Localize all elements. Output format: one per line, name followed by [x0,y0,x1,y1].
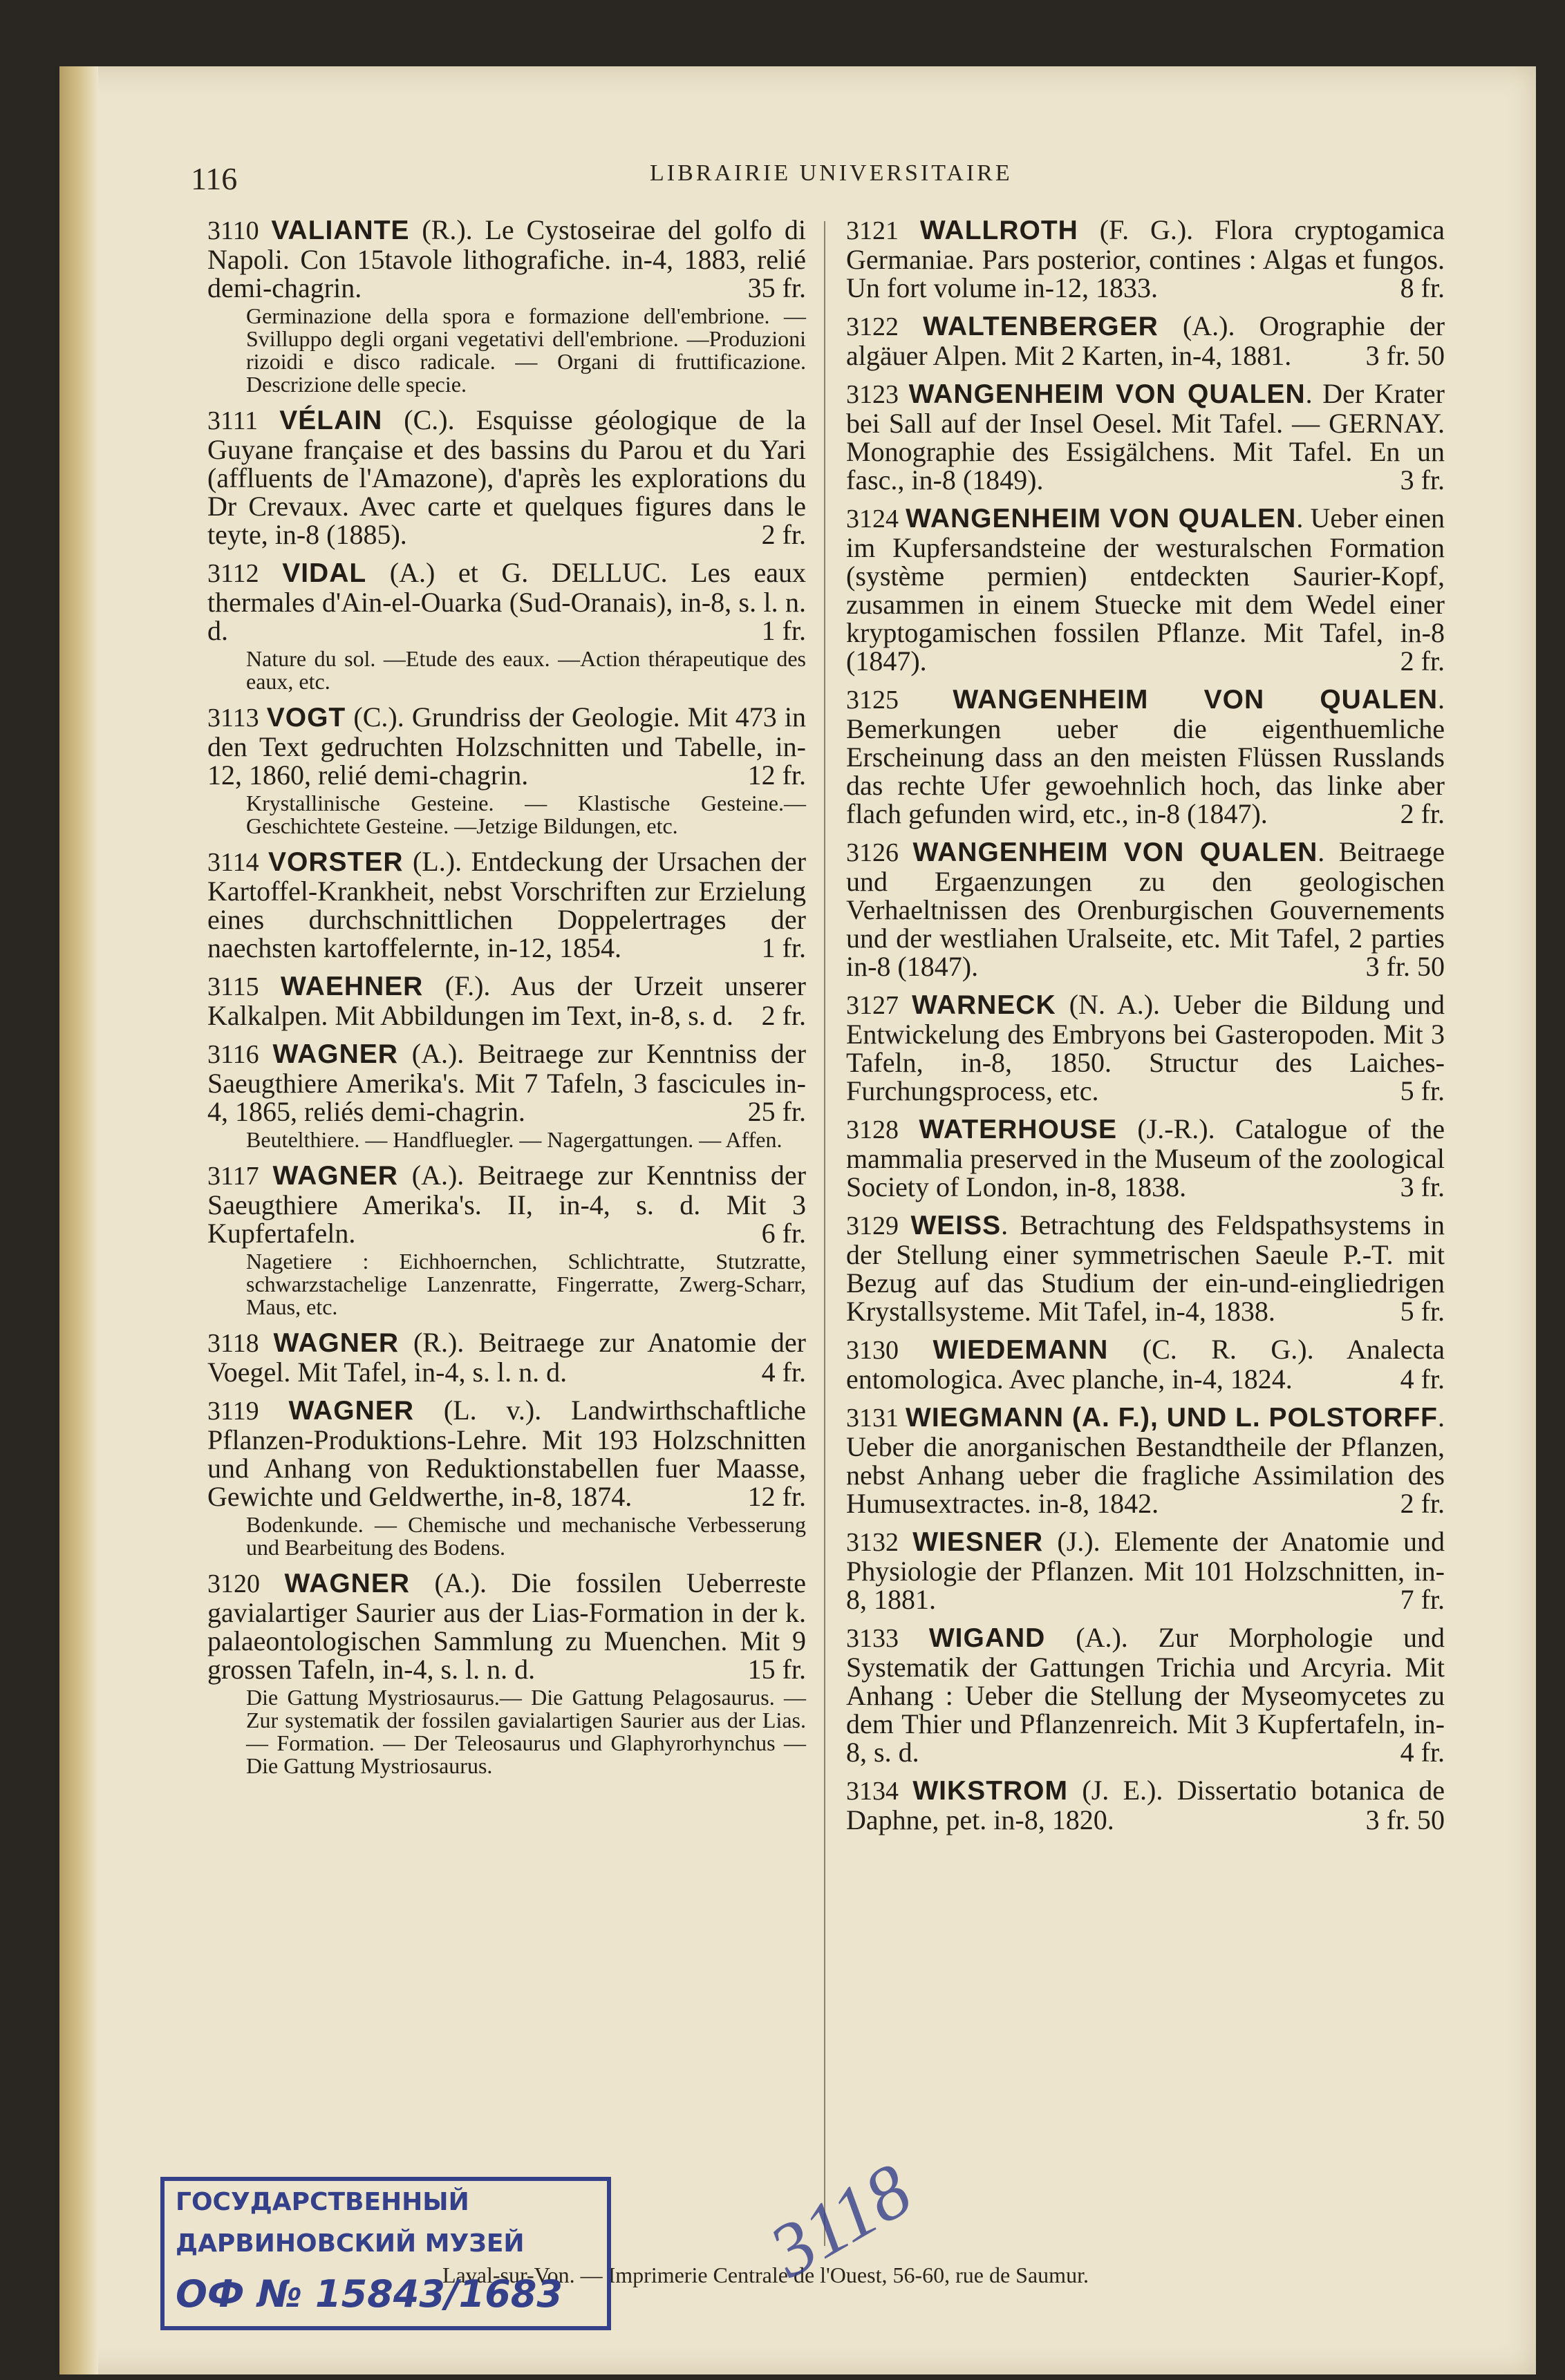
catalog-entry [846,838,1445,981]
entry-number: 3131 [846,1404,899,1433]
entry-number: 3129 [846,1211,899,1240]
entry-description: (R.). Le Cystoseirae del golfo di Napoli. Con 15tavole lithografiche. in-4, 1883, relié demi-chagrin. [207,214,807,303]
entry-number: 3112 [207,559,259,588]
entry-contents-note: Beutelthiere. — Handfluegler. — Nagergattungen. — Affen. [246,1127,782,1152]
entry-author: VOGT [266,703,346,733]
entry-price: 3 fr. [1400,1171,1445,1202]
catalog-entry [207,972,806,1030]
catalog-entry [207,703,806,838]
entry-description: (A.). Beitraege zur Kenntniss der Saeugthiere Amerika's. II, in-4, s. d. Mit 3 Kupfertafeln. [207,1160,807,1249]
entry-number: 3110 [207,216,259,245]
page-edge [59,66,98,2374]
entry-author: WAGNER [273,1328,400,1358]
entry-price: 3 fr. [1400,464,1445,495]
entry-contents-note: Bodenkunde. — Chemische und mechanische Verbesserung und Bearbeitung des Bodens. [246,1512,806,1560]
column-divider [824,221,825,2246]
entry-number: 3121 [846,216,899,245]
entry-description: . Bemerkungen ueber die eigenthuemliche Erscheinung dass an den meisten Flüssen Russlands das rechte Ufer gewoehnlich hoch, das linke aber flach gefunden wird, etc., in-8 (1847). [846,683,1445,829]
entry-number: 3128 [846,1115,899,1144]
catalog-entry [846,685,1445,828]
entry-author: VALIANTE [271,216,410,245]
catalog-entry [846,990,1445,1105]
entry-author: WAGNER [272,1039,398,1069]
entry-author: WEISS [910,1211,1002,1240]
stamp-line-2: ДАРВИНОВСКИЙ МУЗЕЙ [176,2229,525,2258]
entry-price: 4 fr. [761,1357,806,1388]
entry-author: VÉLAIN [279,406,383,435]
entry-author: VIDAL [282,558,367,588]
catalog-entry [846,1403,1445,1518]
entry-price: 12 fr. [747,759,806,791]
catalog-entry [207,558,806,693]
entry-description: (J.-R.). Catalogue of the mammalia preserved in the Museum of the zoological Society of London, in-8, 1838. [846,1113,1445,1202]
catalog-entry [846,1776,1445,1834]
entry-description: . Beitraege und Ergaenzungen zu den geologischen Verhaeltnissen des Orenburgischen Gouvernements und der westliahen Uralseite, etc. Mit Tafel, 2 parties in-8 (1847). [846,836,1445,982]
entry-price: 2 fr. [1400,1488,1445,1519]
entry-number: 3130 [846,1336,899,1365]
entry-price: 5 fr. [1400,1075,1445,1106]
entry-number: 3120 [207,1569,260,1598]
entry-number: 3115 [207,972,259,1001]
entry-description: . Ueber einen im Kupfersandsteine der westuralschen Formation (système permien) entdeckten Saurier-Kopf, zusammen in einem Stuecke mit dem Wedel einer kryptogamischen fossilen Pflanze. Mit Tafel, in-8 (1847). [846,502,1445,677]
entry-price: 4 fr. [1400,1737,1445,1768]
entry-price: 2 fr. [1400,798,1445,829]
stamp-line-3: ОФ № 15843/1683 [176,2272,563,2316]
page-title: LIBRAIRIE UNIVERSITAIRE [650,160,1013,186]
entry-description: (F. G.). Flora cryptogamica Germaniae. Pars posterior, contines : Algas et fungos. Un fort volume in-12, 1833. [846,214,1445,303]
entry-contents-note: Nature du sol. —Etude des eaux. —Action thérapeutique des eaux, etc. [246,646,806,694]
catalog-entry [207,216,806,396]
catalog-entry [207,1328,806,1386]
entry-author: WAGNER [272,1161,398,1191]
entry-description: (L. v.). Landwirthschaftliche Pflanzen-Produktions-Lehre. Mit 193 Holzschnitten und Anhang von Reduktionstabellen fuer Maasse, Gewichte und Geldwerthe, in-8, 1874. [207,1395,806,1512]
entry-author: WATERHOUSE [919,1115,1117,1144]
printer-footer: Laval-sur-Von. — Imprimerie Centrale de l'Ouest, 56-60, rue de Saumur. [442,2263,1089,2287]
entry-author: WANGENHEIM VON QUALEN [953,685,1438,715]
entry-description: . Der Krater bei Sall auf der Insel Oesel. Mit Tafel. — GERNAY. Monographie des Essigälchens. Mit Tafel. En un fasc., in-8 (1849). [846,378,1445,495]
entry-description: (C. R. G.). Analecta entomologica. Avec planche, in-4, 1824. [846,1334,1445,1395]
entry-description: (C.). Grundriss der Geologie. Mit 473 in den Text gedruchten Holzschnitten und Tabelle, in-12, 1860, relié demi-chagrin. [207,701,806,791]
catalog-entry [846,1115,1445,1201]
entry-price: 3 fr. 50 [1365,340,1445,371]
entry-description: . Ueber die anorganischen Bestandtheile der Pflanzen, nebst Anhang ueber die fragliche Assimilation des Humusextractes. in-8, 1842. [846,1401,1445,1519]
entry-contents-note: Die Gattung Mystriosaurus.— Die Gattung Pelagosaurus. — Zur systematik der fossilen gavialartigen Saurier aus der Lias. — Formation. — Der Teleosaurus und Glaphyrorhynchus — Die Gattung Mystriosaurus. [246,1685,806,1778]
entry-number: 3117 [207,1162,259,1191]
entry-number: 3125 [846,686,899,715]
handwritten-note: 3118 [756,2147,925,2294]
entry-number: 3134 [846,1777,899,1806]
entry-price: 2 fr. [1400,645,1445,677]
entry-price: 25 fr. [747,1096,806,1127]
entry-author: WALLROTH [919,216,1078,245]
entry-author: WAGNER [288,1396,414,1426]
catalog-entry [207,847,806,962]
catalog-entry [846,1211,1445,1325]
entry-price: 2 fr. [761,519,806,550]
entry-description: (F.). Aus der Urzeit unserer Kalkalpen. Mit Abbildungen im Text, in-8, s. d. [207,970,806,1031]
entry-description: (A.). Zur Morphologie und Systematik der Gattungen Trichia und Arcyria. Mit Anhang : Ueber die Stellung der Myseomycetes zu dem Thier und Pflanzenreich. Mit 3 Kupfertafeln, in-8, s. d. [846,1622,1445,1768]
entry-price: 5 fr. [1400,1296,1445,1327]
catalog-entry [207,1569,806,1777]
entry-number: 3124 [846,504,899,533]
entry-price: 6 fr. [761,1218,806,1249]
entry-price: 15 fr. [747,1654,806,1685]
entry-price: 4 fr. [1400,1363,1445,1395]
catalog-entry [846,1623,1445,1766]
entry-description: (J.). Elemente der Anatomie und Physiologie der Pflanzen. Mit 101 Holzschnitten, in-8, 1881. [846,1526,1445,1615]
entry-contents-note: Germinazione della spora e formazione dell'embrione. — Svilluppo degli organi vegetativi dell'embrione. —Produzioni rizoidi e disco radicale. — Organi di fruttificazione. Descrizione delle specie. [246,303,806,397]
entry-price: 7 fr. [1400,1584,1445,1615]
stamp-line-1: ГОСУДАРСТВЕННЫЙ [176,2188,469,2216]
entry-description: (R.). Beitraege zur Anatomie der Voegel. Mit Tafel, in-4, s. l. n. d. [207,1327,806,1388]
catalog-entry [846,504,1445,675]
entry-number: 3111 [207,406,259,435]
entry-number: 3126 [846,838,899,867]
entry-number: 3132 [846,1528,899,1557]
entry-number: 3116 [207,1040,259,1069]
entry-author: VORSTER [268,847,404,877]
entry-number: 3118 [207,1329,259,1358]
entry-price: 3 fr. 50 [1365,1804,1445,1835]
left-column [207,216,806,1787]
entry-number: 3127 [846,991,899,1020]
entry-description: (L.). Entdeckung der Ursachen der Kartoffel-Krankheit, nebst Vorschriften zur Erzielung eines durchschnittlichen Doppelertrages der naechsten kartoffelernte, in-12, 1854. [207,846,807,963]
museum-stamp [160,2177,611,2330]
entry-price: 12 fr. [747,1481,806,1512]
catalog-entry [846,1527,1445,1614]
catalog-entry [846,379,1445,494]
entry-price: 2 fr. [761,1000,806,1031]
entry-price: 1 fr. [761,615,806,646]
entry-price: 8 fr. [1400,272,1445,303]
entry-description: (A.). Orographie der algäuer Alpen. Mit 2 Karten, in-4, 1881. [846,310,1445,371]
entry-description: . Betrachtung des Feldspathsystems in der Stellung einer symmetrischen Saeule P.-T. mit Bezug auf das Studium der ein-und-eingliedrigen Krystallsysteme. Mit Tafel, in-4, 1838. [846,1209,1445,1327]
entry-author: WALTENBERGER [923,312,1159,341]
entry-author: WANGENHEIM VON QUALEN [906,504,1297,533]
entry-author: WAEHNER [281,972,424,1001]
catalog-entry [207,406,806,549]
entry-description: (A.). Beitraege zur Kenntniss der Saeugthiere Amerika's. Mit 7 Tafeln, 3 fascicules in-4, 1865, reliés demi-chagrin. [207,1038,807,1127]
catalog-entry [846,1335,1445,1393]
entry-number: 3122 [846,312,899,341]
entry-description: (J. E.). Dissertatio botanica de Daphne, pet. in-8, 1820. [846,1775,1445,1835]
entry-author: WIEDEMANN [933,1335,1109,1365]
entry-author: WARNECK [912,990,1056,1020]
page-number: 116 [191,161,238,196]
entry-author: WANGENHEIM VON QUALEN [908,379,1306,409]
entry-author: WIESNER [912,1527,1044,1557]
entry-author: WIKSTROM [912,1776,1069,1806]
entry-number: 3119 [207,1397,259,1426]
entry-author: WAGNER [284,1569,411,1598]
entry-author: WIEGMANN (A. F.), UND L. POLSTORFF [906,1403,1438,1433]
catalog-entry [207,1396,806,1559]
entry-number: 3114 [207,848,259,877]
entry-number: 3133 [846,1624,899,1653]
entry-price: 35 fr. [747,272,806,303]
catalog-entry [846,216,1445,302]
catalog-entry [846,312,1445,370]
entry-number: 3113 [207,703,259,733]
entry-description: (A.). Die fossilen Ueberreste gavialartiger Saurier aus der Lias-Formation in der k. palaeontologischen Sammlung zu Muenchen. Mit 9 grossen Tafeln, in-4, s. l. n. d. [207,1567,807,1685]
entry-price: 1 fr. [761,932,806,963]
entry-author: WANGENHEIM VON QUALEN [912,838,1318,867]
entry-author: WIGAND [928,1623,1046,1653]
entry-number: 3123 [846,380,899,409]
entry-contents-note: Nagetiere : Eichhoernchen, Schlichtratte, Stutzratte, schwarzstachelige Lanzenratte, Fingerratte, Zwerg-Scharr, Maus, etc. [246,1249,806,1319]
catalog-entry [207,1161,806,1319]
right-column [846,216,1445,1844]
catalog-entry [207,1039,806,1151]
entry-contents-note: Krystallinische Gesteine. — Klastische Gesteine.— Geschichtete Gesteine. —Jetzige Bildungen, etc. [246,791,806,838]
entry-description: (A.) et G. DELLUC. Les eaux thermales d'Ain-el-Ouarka (Sud-Oranais), in-8, s. l. n. d. [207,557,807,646]
entry-description: (C.). Esquisse géologique de la Guyane française et des bassins du Parou et du Yari (affluents de l'Amazone), d'après les explorations du Dr Crevaux. Avec carte et quelques figures dans le teyte, in-8 (1885). [207,404,807,550]
entry-price: 3 fr. 50 [1365,951,1445,982]
entry-description: (N. A.). Ueber die Bildung und Entwickelung des Embryons bei Gasteropoden. Mit 3 Tafeln, in-8, 1850. Structur des Laiches-Furchungsprocess, etc. [846,989,1445,1106]
